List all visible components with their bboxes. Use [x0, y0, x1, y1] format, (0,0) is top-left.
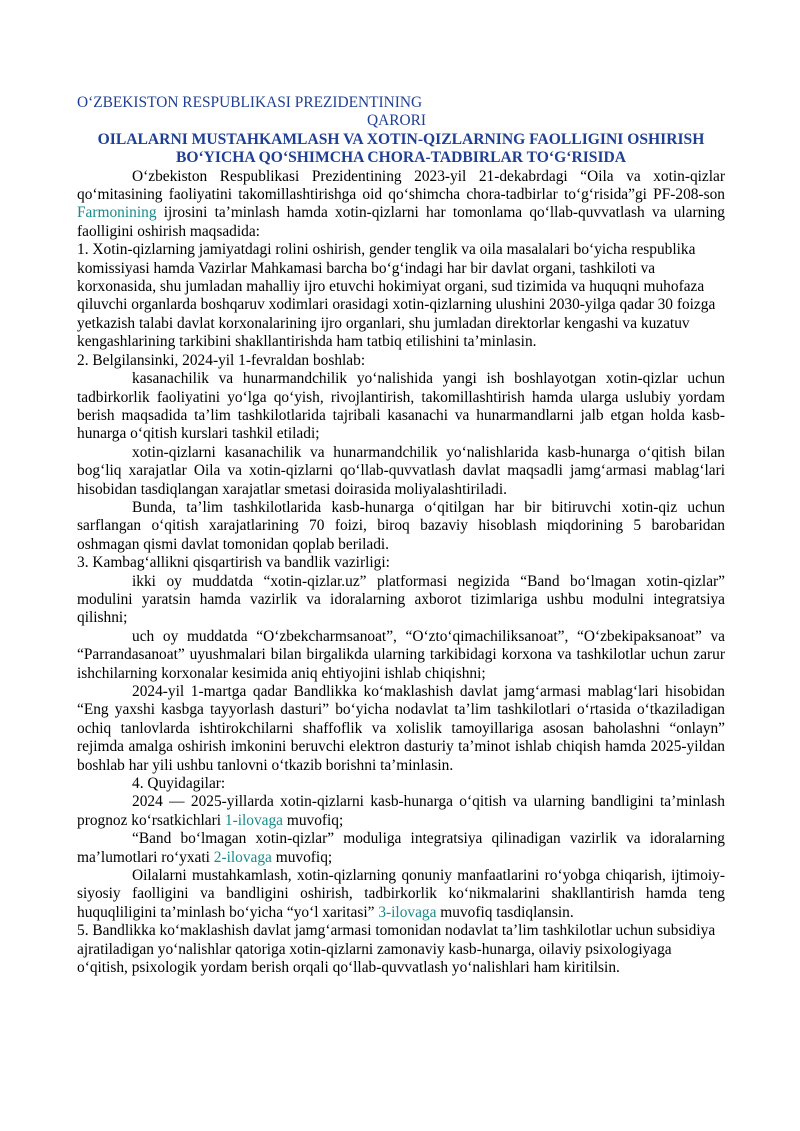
document-page [77, 94, 725, 978]
intro-text-b: ijrosini ta’minlash hamda xotin-qizlarni har tomonlama qo‘llab-quvvatlash va ularning faolligini oshirish maqsadida: [77, 204, 725, 240]
annex-1-link[interactable]: 1-ilovaga [224, 811, 283, 829]
annex-2-link[interactable]: 2-ilovaga [213, 848, 272, 866]
item-4-c-tail: muvofiq tasdiqlansin. [436, 903, 574, 921]
item-3-c: 2024-yil 1-martga qadar Bandlikka ko‘maklashish davlat jamg‘armasi mablag‘lari hisobidan “Eng yaxshi kasbga tayyorlash dasturi” bo‘yicha nodavlat ta’lim tashkilotlari o‘rtasida o‘tkaziladigan ochiq tanlovlarda ishtirokchilarni shaffoflik va xolislik tamoyillariga asosan baholashni “onlayn” rejimda amalga oshirish imkonini beruvchi elektron dasturiy ta’minot ishlab chiqish hamda 2025-yildan boshlab har yili ushbu tanlovni o‘tkazib borishni ta’minlasin. [77, 683, 725, 774]
item-2-b: xotin-qizlarni kasanachilik va hunarmandchilik yo‘nalishlarida kasb-hunarga o‘qitish bilan bog‘liq xarajatlar Oila va xotin-qizlarni qo‘llab-quvvatlash davlat maqsadli jamg‘armasi mablag‘lari hisobidan tasdiqlangan xarajatlar smetasi doirasida moliyalashtiriladi. [77, 443, 725, 498]
item-2-c: Bunda, ta’lim tashkilotlarida kasb-hunarga o‘qitilgan har bir bitiruvchi xotin-qiz uchun sarflangan o‘qitish xarajatlarining 70 foizi, biroq bazaviy hisoblash miqdorining 5 barobaridan oshmagan qismi davlat tomonidan qoplab beriladi. [77, 498, 725, 553]
item-4-b-text: “Band bo‘lmagan xotin-qizlar” moduliga integratsiya qilinadigan vazirlik va idoralarning ma’lumotlari ro‘yxati [77, 830, 725, 866]
intro-paragraph [77, 168, 725, 242]
item-4-a-text: 2024 — 2025-yillarda xotin-qizlarni kasb-hunarga o‘qitish va ularning bandligini ta’minlash prognoz ko‘rsatkichlari [77, 793, 725, 829]
item-3: 3. Kambag‘allikni qisqartirish va bandlik vazirligi: [77, 554, 390, 572]
item-4-a [77, 793, 725, 830]
document-title-line-1: OILALARNI MUSTAHKAMLASH VA XOTIN-QIZLARNING FAOLLIGINI OSHIRISH [97, 130, 705, 148]
item-5: 5. Bandlikka ko‘maklashish davlat jamg‘armasi tomonidan nodavlat ta’lim tashkilotlar uchun subsidiya ajratiladigan yo‘nalishlar qatoriga xotin-qizlarni zamonaviy kasb-hunarga, oilaviy psixologiyaga o‘qitish, psixologik yordam berish orqali qo‘llab-quvvatlash yo‘nalishlari ham kiritilsin. [77, 922, 716, 977]
item-1: 1. Xotin-qizlarning jamiyatdagi rolini oshirish, gender tenglik va oila masalalari bo‘yicha respublika komissiyasi hamda Vazirlar Mahkamasi barcha bo‘g‘indagi har bir davlat organi, tashkiloti va korxonasida, shu jumladan mahalliy ijro etuvchi hokimiyat organi, sud tizimida va huquqni muhofaza qiluvchi organlarda boshqaruv xodimlari orasidagi xotin-qizlarning ulushini 2030-yilga qadar 30 foizga yetkazish talabi davlat korxonalarining ijro organlari, shu jumladan direktorlar kengashi va kuzatuv kengashlarining tarkibini shakllantirishda ham tatbiq etilishini ta’minlasin. [77, 241, 716, 351]
document-title-line-2: BO‘YICHA QO‘SHIMCHA CHORA-TADBIRLAR TO‘G‘RISIDA [175, 149, 627, 167]
item-4-c [77, 867, 725, 922]
item-4-b [77, 830, 725, 867]
item-4-c-text: Oilalarni mustahkamlash, xotin-qizlarning qonuniy manfaatlarini ro‘yobga chiqarish, ijtimoiy-siyosiy faolligini va bandligini oshirish, tadbirkorlik ko‘nikmalarini shakllantirish hamda teng huquqliligini ta’minlash bo‘yicha “yo‘l xaritasi” [77, 867, 725, 921]
item-4: 4. Quyidagilar: [132, 775, 226, 793]
document-type-heading: QARORI [367, 112, 426, 130]
item-2-a: kasanachilik va hunarmandchilik yo‘nalishida yangi ish boshlayotgan xotin-qizlar uchun tadbirkorlik faoliyatini yo‘lga qo‘yish, rivojlantirish, takomillashtirish hamda ularga uslubiy yordam berish maqsadida ta’lim tashkilotlarida tajribali kasanachi va hunarmandlarni jalb etgan holda kasb-hunarga o‘qitish kurslari tashkil etiladi; [77, 370, 725, 443]
decree-link[interactable]: Farmonining [77, 204, 157, 222]
intro-text-a: O‘zbekiston Respublikasi Prezidentining 2023-yil 21-dekabrdagi “Oila va xotin-qizlar qo‘mitasining faoliyatini takomillashtirishga oid qo‘shimcha chora-tadbirlar to‘g‘risida”gi PF-208-son [77, 167, 725, 204]
issuer-heading: O‘ZBEKISTON RESPUBLIKASI PREZIDENTINING [77, 94, 423, 111]
item-4-b-tail: muvofiq; [271, 848, 333, 866]
item-4-a-tail: muvofiq; [283, 811, 344, 829]
item-3-a: ikki oy muddatda “xotin-qizlar.uz” platformasi negizida “Band bo‘lmagan xotin-qizlar” modulini yaratsin hamda vazirlik va idoralarning axborot tizimlariga ushbu modulni integratsiya qilishni; [77, 572, 725, 627]
item-3-b: uch oy muddatda “O‘zbekcharmsanoat”, “O‘zto‘qimachiliksanoat”, “O‘zbekipaksanoat” va “Parrandasanoat” uyushmalari bilan birgalikda ularning tarkibidagi korxona va tashkilotlar uchun zarur ishchilarning korxonalar kesimida aniq ehtiyojini ishlab chiqishni; [77, 627, 725, 682]
item-2: 2. Belgilansinki, 2024-yil 1-fevraldan boshlab: [77, 351, 366, 369]
annex-3-link[interactable]: 3-ilovaga [378, 903, 437, 921]
